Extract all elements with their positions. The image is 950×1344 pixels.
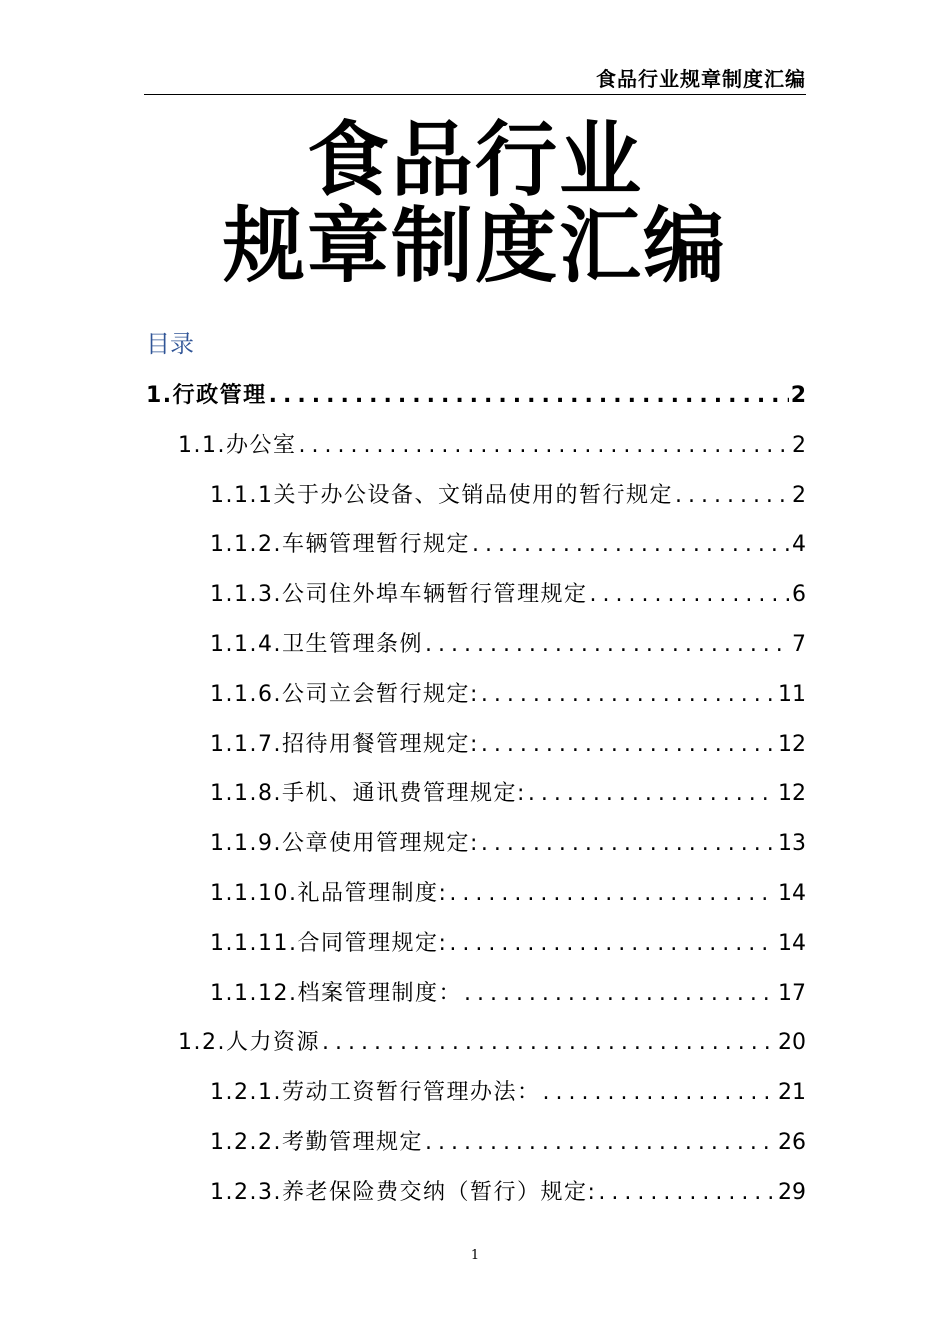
toc-entry-label: 1.1.3.公司住外埠车辆暂行管理规定 <box>210 582 588 607</box>
toc-entry[interactable] <box>210 1077 806 1109</box>
toc-dot-leader <box>320 1027 776 1059</box>
toc-dot-leader <box>540 1077 776 1109</box>
toc-entry-label: 1.1.8.手机、通讯费管理规定: <box>210 781 526 806</box>
toc-entry-label: 1.1.12.档案管理制度： <box>210 981 462 1006</box>
page-number: 1 <box>470 1248 480 1263</box>
toc-entry-label: 1.1.6.公司立会暂行规定: <box>210 682 479 707</box>
toc-entry-label: 1.1.4.卫生管理条例 <box>210 632 423 657</box>
toc-dot-leader <box>526 778 776 810</box>
toc-entry-page: 7 <box>792 632 806 657</box>
toc-entry-page: 29 <box>778 1180 806 1205</box>
toc-dot-leader <box>479 828 776 860</box>
toc-entry-page: 6 <box>792 582 806 607</box>
toc-entry-page: 26 <box>778 1130 806 1155</box>
toc-entry-page: 14 <box>778 881 806 906</box>
toc-dot-leader <box>462 978 776 1010</box>
toc-dot-leader <box>479 679 776 711</box>
toc-entry-page: 20 <box>778 1030 806 1055</box>
toc-entry-label: 1.1.1关于办公设备、文销品使用的暂行规定 <box>210 483 673 508</box>
toc-entry[interactable] <box>210 778 806 810</box>
toc-entry-page: 14 <box>778 931 806 956</box>
toc-heading: 目录 <box>146 330 194 358</box>
toc-entry[interactable] <box>210 1127 806 1159</box>
toc-entry[interactable] <box>210 629 806 661</box>
toc-entry-label: 1.行政管理 <box>146 383 267 408</box>
toc-entry-label: 1.1.7.招待用餐管理规定: <box>210 732 479 757</box>
toc-entry-page: 12 <box>778 781 806 806</box>
toc-entry[interactable] <box>210 579 806 611</box>
document-title-line-1: 食品行业 <box>306 113 643 208</box>
toc-entry[interactable] <box>210 729 806 761</box>
toc-dot-leader <box>587 579 790 611</box>
toc-dot-leader <box>673 480 790 512</box>
toc-dot-leader <box>470 529 790 561</box>
toc-entry[interactable] <box>178 1027 806 1059</box>
toc-dot-leader <box>447 928 776 960</box>
toc-entry-page: 2 <box>790 383 806 408</box>
toc-dot-leader <box>447 878 776 910</box>
toc-entry-page: 4 <box>792 532 806 557</box>
toc-entry-label: 1.2.2.考勤管理规定 <box>210 1130 423 1155</box>
toc-entry[interactable] <box>210 978 806 1010</box>
toc-entry[interactable] <box>210 878 806 910</box>
toc-entry[interactable] <box>146 380 806 412</box>
toc-entry-label: 1.2.1.劳动工资暂行管理办法： <box>210 1080 541 1105</box>
toc-entry[interactable] <box>210 480 806 512</box>
toc-dot-leader <box>423 1127 776 1159</box>
toc-entry[interactable] <box>210 529 806 561</box>
toc-entry-label: 1.2.人力资源 <box>178 1030 320 1055</box>
toc-entry-page: 21 <box>778 1080 806 1105</box>
toc-dot-leader <box>596 1177 776 1209</box>
toc-entry[interactable] <box>210 1177 806 1209</box>
running-header: 食品行业规章制度汇编 <box>144 64 806 95</box>
toc-entry-page: 12 <box>778 732 806 757</box>
toc-entry-label: 1.2.3.养老保险费交纳（暂行）规定: <box>210 1180 597 1205</box>
toc-entry-page: 2 <box>792 433 806 458</box>
toc-entry-label: 1.1.10.礼品管理制度: <box>210 881 448 906</box>
toc-entry[interactable] <box>178 430 806 462</box>
toc-entry-label: 1.1.2.车辆管理暂行规定 <box>210 532 470 557</box>
toc-entry-page: 17 <box>778 981 806 1006</box>
toc-dot-leader <box>423 629 790 661</box>
toc-dot-leader <box>479 729 776 761</box>
toc-entry-label: 1.1.办公室 <box>178 433 297 458</box>
document-title-line-2: 规章制度汇编 <box>222 199 727 294</box>
toc-entry[interactable] <box>210 679 806 711</box>
toc-entry-page: 11 <box>778 682 806 707</box>
toc-dot-leader <box>267 380 789 412</box>
toc-dot-leader <box>296 430 790 462</box>
toc-entry[interactable] <box>210 828 806 860</box>
toc-entry-page: 13 <box>778 831 806 856</box>
toc-entry-label: 1.1.11.合同管理规定: <box>210 931 448 956</box>
toc-entry-page: 2 <box>792 483 806 508</box>
toc-entry-label: 1.1.9.公章使用管理规定: <box>210 831 479 856</box>
toc-entry[interactable] <box>210 928 806 960</box>
